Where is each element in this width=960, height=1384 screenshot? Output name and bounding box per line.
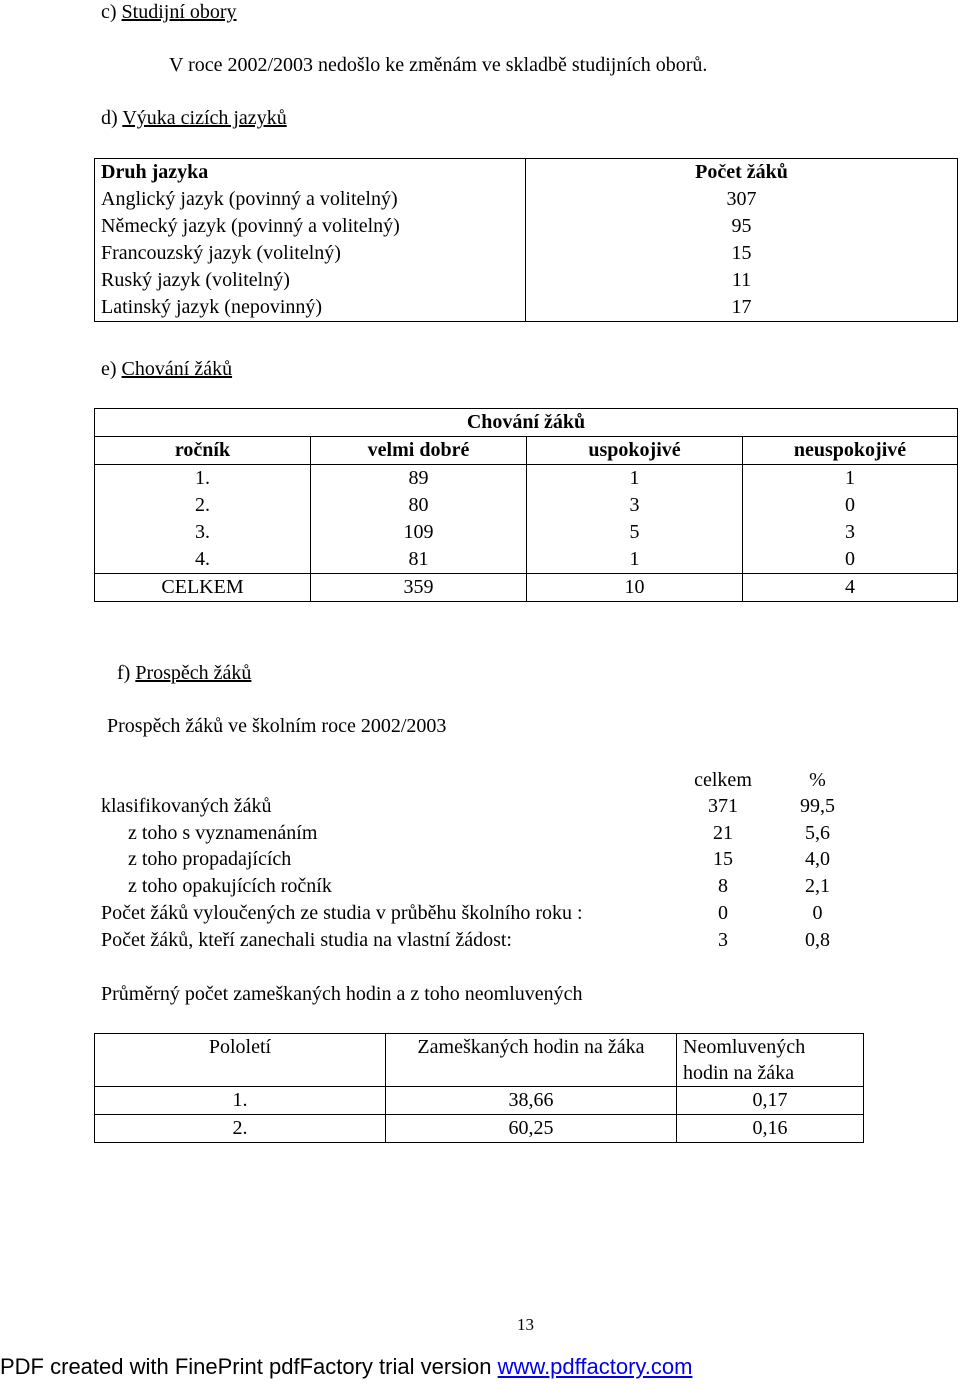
- table-cell: 0: [743, 492, 958, 519]
- results-row-label: Počet žáků, kteří zanechali studia na vlastní žádost:: [101, 929, 512, 951]
- table-cell: CELKEM: [95, 574, 311, 602]
- table-header-cell: Zameškaných hodin na žáka: [386, 1034, 677, 1087]
- behaviour-table: [94, 408, 958, 602]
- page-number: 13: [517, 1315, 534, 1334]
- table-row: [95, 519, 958, 546]
- table-cell: 80: [311, 492, 527, 519]
- table-cell: 3: [527, 492, 743, 519]
- results-row-total: 8: [718, 875, 728, 897]
- results-subtitle: Prospěch žáků ve školním roce 2002/2003: [107, 715, 447, 737]
- table-header-cell: velmi dobré: [311, 437, 527, 465]
- section-c-heading: [101, 1, 237, 23]
- table-cell: Německý jazyk (povinný a volitelný): [95, 213, 526, 240]
- results-row-label: z toho propadajících: [128, 848, 292, 870]
- table-cell: 0,16: [677, 1115, 864, 1143]
- table-cell: 17: [526, 294, 958, 322]
- results-col-pct: %: [809, 769, 826, 791]
- table-cell: 1: [527, 465, 743, 493]
- table-cell: Latinský jazyk (nepovinný): [95, 294, 526, 322]
- table-cell: 0,17: [677, 1087, 864, 1115]
- table-cell: 3.: [95, 519, 311, 546]
- pdf-footer: [0, 1354, 692, 1380]
- table-cell: 1: [527, 546, 743, 574]
- table-header-line: Neomluvených: [683, 1036, 806, 1058]
- table-cell: Ruský jazyk (volitelný): [95, 267, 526, 294]
- table-header-cell: Počet žáků: [526, 159, 958, 187]
- table-cell: 38,66: [386, 1087, 677, 1115]
- table-header-line: hodin na žáka: [683, 1062, 795, 1084]
- table-cell: 89: [311, 465, 527, 493]
- results-col-total: celkem: [694, 769, 752, 791]
- section-f-heading: [117, 662, 251, 684]
- table-row: [95, 546, 958, 574]
- section-c-text: V roce 2002/2003 nedošlo ke změnám ve skladbě studijních oborů.: [169, 54, 708, 76]
- table-header-cell: uspokojivé: [527, 437, 743, 465]
- table-cell: 2.: [95, 492, 311, 519]
- table-cell: 60,25: [386, 1115, 677, 1143]
- table-caption-row: [95, 409, 958, 437]
- results-row-pct: 5,6: [805, 822, 830, 844]
- table-cell: Francouzský jazyk (volitelný): [95, 240, 526, 267]
- table-row: [95, 465, 958, 493]
- table-row: [95, 1115, 864, 1143]
- table-header-row: [95, 437, 958, 465]
- results-row-label: z toho opakujících ročník: [128, 875, 332, 897]
- results-row-label: klasifikovaných žáků: [101, 795, 272, 817]
- results-row-total: 3: [718, 929, 728, 951]
- table-header-cell: ročník: [95, 437, 311, 465]
- results-row-total: 371: [708, 795, 738, 817]
- table-cell: 1.: [95, 465, 311, 493]
- table-cell: 4.: [95, 546, 311, 574]
- table-header-cell: Pololetí: [95, 1034, 386, 1087]
- results-row-total: 15: [713, 848, 733, 870]
- table-header-row: [95, 159, 958, 187]
- results-row-label: z toho s vyznamenáním: [128, 822, 318, 844]
- section-e-prefix: e): [101, 358, 122, 380]
- absence-title: Průměrný počet zameškaných hodin a z toho neomluvených: [101, 983, 583, 1005]
- table-row: [95, 186, 958, 213]
- table-cell: 81: [311, 546, 527, 574]
- table-cell: 5: [527, 519, 743, 546]
- table-caption: Chování žáků: [95, 409, 958, 437]
- results-row-total: 0: [718, 902, 728, 924]
- table-header-row: [95, 1034, 864, 1087]
- table-cell: 11: [526, 267, 958, 294]
- table-cell: 95: [526, 213, 958, 240]
- results-row-pct: 2,1: [805, 875, 830, 897]
- table-cell: 15: [526, 240, 958, 267]
- results-row-pct: 0: [812, 902, 823, 924]
- section-f-title: Prospěch žáků: [135, 662, 252, 684]
- section-f-prefix: f): [117, 662, 136, 684]
- table-row: [95, 294, 958, 322]
- section-e-heading: [101, 358, 232, 380]
- table-header-cell: neuspokojivé: [743, 437, 958, 465]
- footer-text: PDF created with FinePrint pdfFactory trial version: [0, 1354, 498, 1379]
- table-cell: 109: [311, 519, 527, 546]
- table-cell: 1.: [95, 1087, 386, 1115]
- results-row-pct: 0,8: [805, 929, 830, 951]
- table-cell: 3: [743, 519, 958, 546]
- results-row-pct: 4,0: [805, 848, 830, 870]
- section-e-title: Chování žáků: [121, 358, 233, 380]
- table-row: [95, 213, 958, 240]
- results-row-pct: 99,5: [800, 795, 835, 817]
- table-cell: Anglický jazyk (povinný a volitelný): [95, 186, 526, 213]
- table-cell: 359: [311, 574, 527, 602]
- table-cell: 4: [743, 574, 958, 602]
- absence-table: [94, 1033, 864, 1143]
- section-c-title: Studijní obory: [121, 1, 237, 23]
- section-c-prefix: c): [101, 1, 122, 23]
- results-row-label: Počet žáků vyloučených ze studia v průběhu školního roku :: [101, 902, 583, 924]
- table-header-cell: Druh jazyka: [95, 159, 526, 187]
- results-row-total: 21: [713, 822, 733, 844]
- languages-table: [94, 158, 958, 322]
- table-cell: 0: [743, 546, 958, 574]
- table-total-row: [95, 574, 958, 602]
- section-d-heading: [101, 107, 287, 129]
- table-header-cell: [677, 1034, 864, 1087]
- table-cell: 2.: [95, 1115, 386, 1143]
- section-d-title: Výuka cizích jazyků: [122, 107, 287, 129]
- table-row: [95, 1087, 864, 1115]
- table-cell: 10: [527, 574, 743, 602]
- table-row: [95, 240, 958, 267]
- footer-link[interactable]: www.pdffactory.com: [497, 1354, 693, 1379]
- table-cell: 307: [526, 186, 958, 213]
- table-row: [95, 492, 958, 519]
- table-cell: 1: [743, 465, 958, 493]
- table-row: [95, 267, 958, 294]
- section-d-prefix: d): [101, 107, 123, 129]
